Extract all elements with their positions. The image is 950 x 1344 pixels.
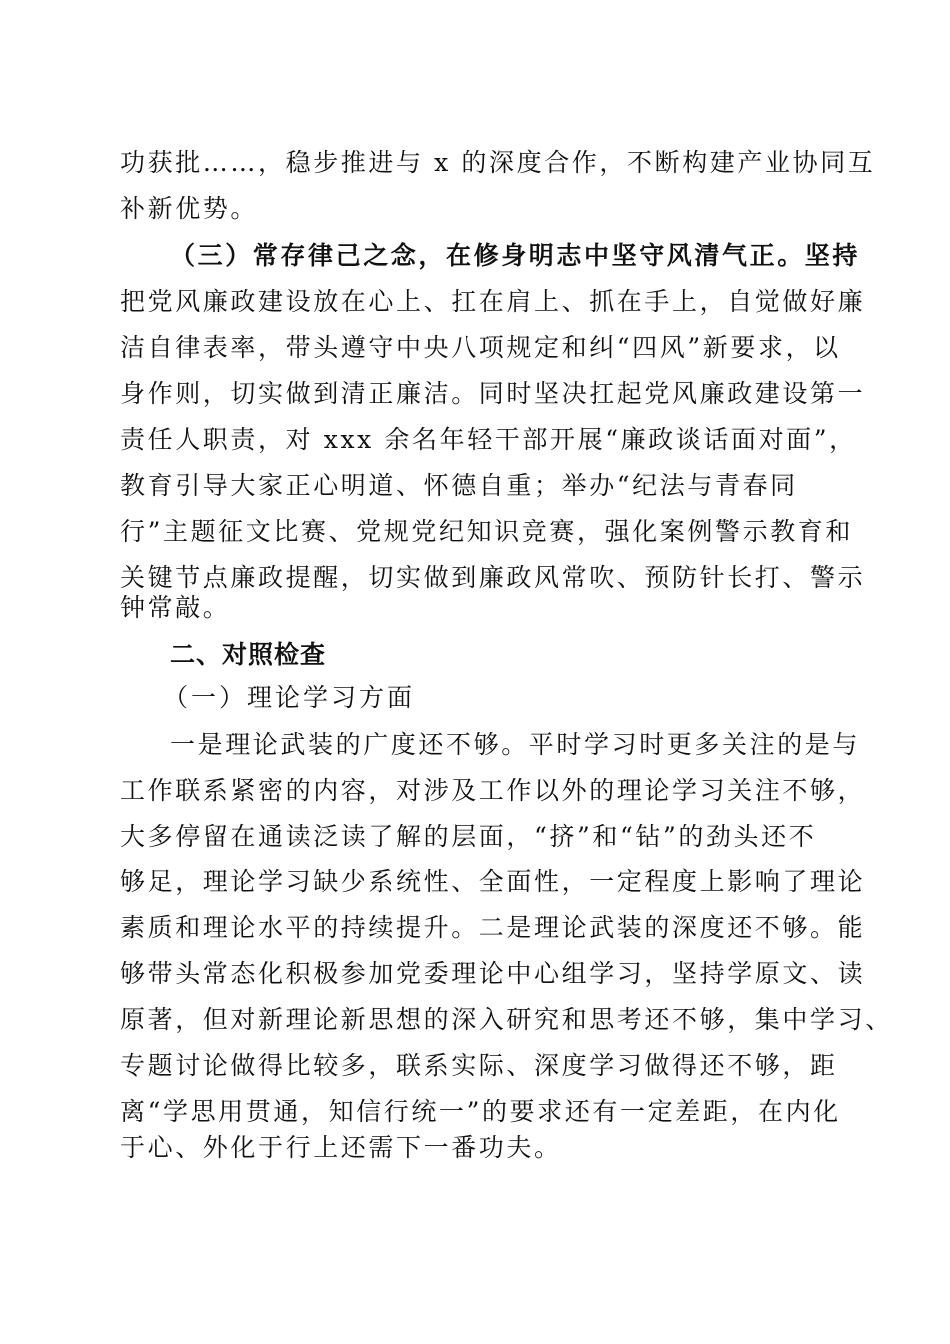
paragraph-line: 素质和理论水平的持续提升。二是理论武装的深度还不够。能 <box>120 913 866 942</box>
subsection-heading-theory-study: （一）理论学习方面 <box>163 683 416 712</box>
paragraph-line: 补新优势。 <box>120 194 259 223</box>
paragraph-line: 责任人职责，对 xxx 余名年轻干部开展“廉政谈话面对面”， <box>120 425 857 454</box>
paragraph-line: 离“学思用贯通，知信行统一”的要求还有一定差距，在内化 <box>120 1097 841 1126</box>
paragraph-line: 大多停留在通读泛读了解的层面，“挤”和“钻”的劲头还不 <box>120 822 817 851</box>
section-heading-comparison-check: 二、对照检查 <box>170 640 327 669</box>
paragraph-line: 把党风廉政建设放在心上、扛在肩上、抓在手上，自觉做好廉 <box>120 287 866 316</box>
section-three-first-line: （三）常存律己之念，在修身明志中坚守风清气正。坚持 <box>170 241 861 270</box>
paragraph-line: 行”主题征文比赛、党规党纪知识竞赛，强化案例警示教育和 <box>120 517 853 546</box>
paragraph-line: 钟常敲。 <box>120 593 231 622</box>
paragraph-line: 工作联系紧密的内容，对涉及工作以外的理论学习关注不够， <box>120 776 866 805</box>
paragraph-line: 一是理论武装的广度还不够。平时学习时更多关注的是与 <box>170 730 861 759</box>
paragraph-line: 专题讨论做得比较多，联系实际、深度学习做得还不够，距 <box>120 1051 838 1080</box>
paragraph-line: 身作则，切实做到清正廉洁。同时坚决扛起党风廉政建设第一 <box>120 379 866 408</box>
paragraph-line: 于心、外化于行上还需下一番功夫。 <box>120 1133 562 1162</box>
paragraph-line: 够足，理论学习缺少系统性、全面性，一定程度上影响了理论 <box>120 867 866 896</box>
paragraph-line: 洁自律表率，带头遵守中央八项规定和纠“四风”新要求，以 <box>120 333 841 362</box>
paragraph-line: 关键节点廉政提醒，切实做到廉政风常吹、预防针长打、警示 <box>120 563 866 592</box>
paragraph-line: 功获批……，稳步推进与 x 的深度合作，不断构建产业协同互 <box>120 148 876 177</box>
paragraph-line: 教育引导大家正心明道、怀德自重；举办“纪法与青春同 <box>120 471 798 500</box>
section-heading-three <box>170 233 861 279</box>
paragraph-line: 原著，但对新理论新思想的深入研究和思考还不够，集中学习、 <box>120 1005 893 1034</box>
paragraph-line: 够带头常态化积极参加党委理论中心组学习，坚持学原文、读 <box>120 959 866 988</box>
